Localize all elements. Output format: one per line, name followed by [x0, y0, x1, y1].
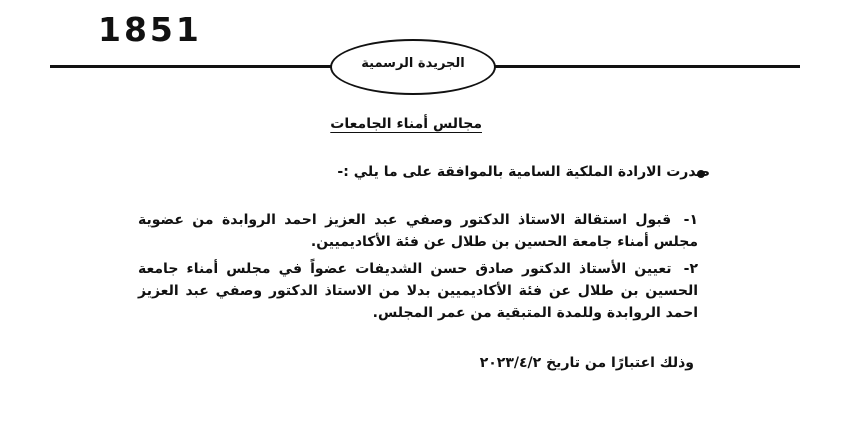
- item-text: تعيين الأستاذ الدكتور صادق حسن الشديفات عضواً في مجلس أمناء جامعة الحسين بن طلال عن فئة الأكاديميين بدلا من الاستاذ الدكتور وصفي عبد العزيز احمد الروابدة وللمدة المتبقية من عمر المجلس.: [138, 261, 698, 321]
- list-item: [138, 258, 698, 324]
- section-title: مجالس أمناء الجامعات: [330, 116, 482, 132]
- item-number: ١-: [683, 212, 698, 228]
- publication-emblem: [330, 39, 496, 95]
- intro-line: صدرت الارادة الملكية السامية بالموافقة على ما يلي :-: [337, 164, 710, 180]
- closing-line: وذلك اعتبارًا من تاريخ ٢٠٢٣/٤/٢: [479, 355, 694, 371]
- page-number: 1851: [98, 10, 202, 49]
- publication-name: الجريدة الرسمية: [361, 55, 465, 71]
- list-item: [138, 209, 698, 253]
- item-text: قبول استقالة الاستاذ الدكتور وصفي عبد العزيز احمد الروابدة من عضوية مجلس أمناء جامعة الحسين بن طلال عن فئة الأكاديميين.: [138, 212, 698, 250]
- item-number: ٢-: [683, 261, 698, 277]
